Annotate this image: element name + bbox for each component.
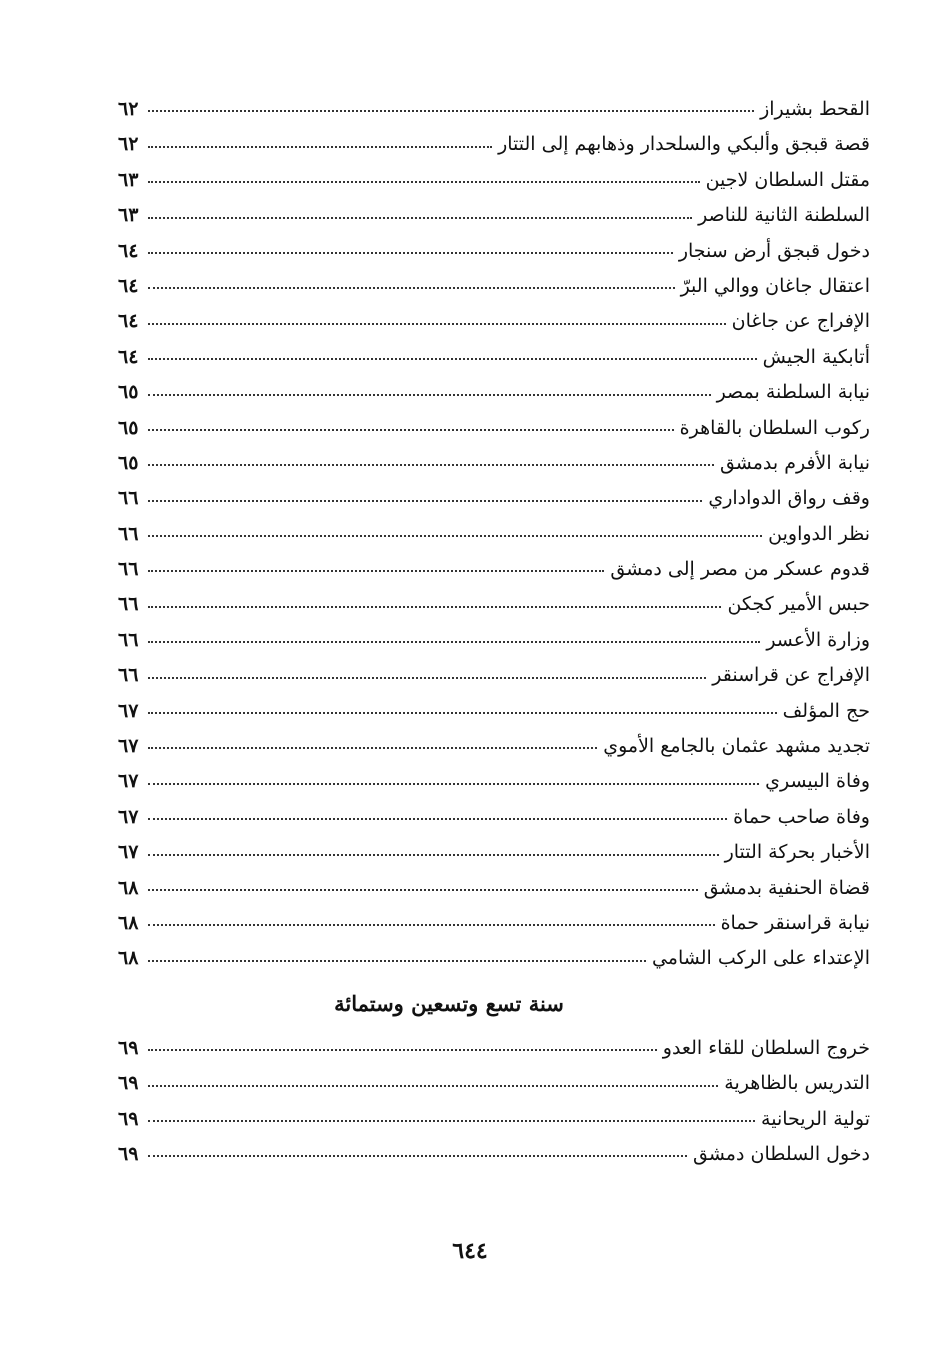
entry-page-number: ٦٧: [118, 841, 139, 864]
entry-title: السلطنة الثانية للناصر: [698, 204, 870, 227]
dot-leader: [148, 110, 754, 112]
dot-leader: [148, 464, 714, 466]
table-of-contents: [118, 92, 870, 1172]
entry-title: خروج السلطان للقاء العدو: [662, 1036, 870, 1059]
toc-entry: [118, 906, 870, 941]
entry-title: حج المؤلف: [782, 699, 870, 722]
dot-leader: [148, 287, 675, 289]
dot-leader: [148, 1155, 687, 1157]
entry-title: مقتل السلطان لاجين: [705, 168, 870, 191]
entry-page-number: ٦٩: [118, 1072, 139, 1095]
toc-entry: [118, 92, 870, 127]
dot-leader: [148, 535, 762, 537]
toc-entry: [118, 481, 870, 516]
year-heading: سنة تسع وتسعين وستمائة: [334, 990, 564, 1016]
entry-page-number: ٦٣: [118, 168, 139, 191]
entry-page-number: ٦٥: [118, 451, 139, 474]
dot-leader: [148, 1120, 755, 1122]
dot-leader: [148, 677, 706, 679]
toc-entry: [118, 800, 870, 835]
entry-title: دخول قبجق أرض سنجار: [678, 239, 870, 262]
dot-leader: [148, 1085, 718, 1087]
entry-page-number: ٦٦: [118, 593, 139, 616]
dot-leader: [148, 747, 597, 749]
entry-page-number: ٦٤: [118, 239, 139, 262]
entry-page-number: ٦٧: [118, 805, 139, 828]
dot-leader: [148, 960, 646, 962]
dot-leader: [148, 854, 719, 856]
toc-entry: [118, 1031, 870, 1066]
entry-page-number: ٦٨: [118, 911, 139, 934]
entry-title: وفاة البيسري: [765, 770, 870, 793]
dot-leader: [148, 924, 715, 926]
entry-title: تولية الريحانية: [761, 1107, 870, 1130]
entry-title: التدريس بالظاهرية: [724, 1072, 870, 1095]
dot-leader: [148, 217, 692, 219]
dot-leader: [148, 500, 702, 502]
dot-leader: [148, 570, 604, 572]
toc-section-1: [118, 92, 870, 977]
entry-title: حبس الأمير كجكن: [727, 593, 870, 616]
entry-title: تجديد مشهد عثمان بالجامع الأموي: [603, 735, 870, 758]
entry-page-number: ٦٧: [118, 735, 139, 758]
dot-leader: [148, 146, 492, 148]
toc-entry: [118, 694, 870, 729]
dot-leader: [148, 712, 777, 714]
dot-leader: [148, 429, 674, 431]
entry-page-number: ٦٥: [118, 381, 139, 404]
toc-entry: [118, 552, 870, 587]
entry-title: الإفراج عن قراسنقر: [712, 664, 870, 687]
entry-page-number: ٦٦: [118, 664, 139, 687]
toc-entry: [118, 729, 870, 764]
entry-page-number: ٦٥: [118, 416, 139, 439]
entry-page-number: ٦٦: [118, 487, 139, 510]
entry-title: الإفراج عن جاغان: [731, 310, 870, 333]
entry-title: نيابة الأفرم بدمشق: [719, 451, 870, 474]
entry-page-number: ٦٦: [118, 522, 139, 545]
entry-title: قصة قبجق وألبكي والسلحدار وذهابهم إلى التتار: [498, 133, 870, 156]
entry-page-number: ٦٤: [118, 274, 139, 297]
entry-title: نيابة قراسنقر حماة: [720, 911, 870, 934]
dot-leader: [148, 783, 759, 785]
toc-entry: [118, 304, 870, 339]
entry-title: نظر الدواوين: [768, 522, 870, 545]
dot-leader: [148, 252, 673, 254]
toc-entry: [118, 835, 870, 870]
entry-title: أتابكية الجيش: [762, 345, 870, 368]
dot-leader: [148, 323, 726, 325]
dot-leader: [148, 889, 698, 891]
toc-entry: [118, 587, 870, 622]
entry-page-number: ٦٦: [118, 628, 139, 651]
entry-title: القحط بشيراز: [760, 98, 870, 120]
toc-entry: [118, 127, 870, 162]
dot-leader: [148, 358, 757, 360]
entry-page-number: ٦٩: [118, 1107, 139, 1130]
toc-entry: [118, 658, 870, 693]
toc-entry: [118, 411, 870, 446]
dot-leader: [148, 394, 711, 396]
entry-page-number: ٦٩: [118, 1142, 139, 1165]
dot-leader: [148, 181, 700, 183]
entry-title: وقف رواق الدواداري: [708, 487, 870, 510]
toc-entry: [118, 941, 870, 976]
entry-page-number: ٦٧: [118, 699, 139, 722]
entry-page-number: ٦٢: [118, 98, 139, 120]
entry-title: نيابة السلطنة بمصر: [716, 381, 870, 404]
entry-page-number: ٦٢: [118, 133, 139, 156]
dot-leader: [148, 641, 760, 643]
toc-entry: [118, 1137, 870, 1172]
toc-entry: [118, 446, 870, 481]
toc-entry: [118, 163, 870, 198]
entry-page-number: ٦٨: [118, 876, 139, 899]
entry-title: دخول السلطان دمشق: [693, 1142, 870, 1165]
entry-page-number: ٦٤: [118, 310, 139, 333]
entry-title: الأخبار بحركة التتار: [724, 841, 870, 864]
entry-page-number: ٦٨: [118, 947, 139, 970]
entry-title: قدوم عسكر من مصر إلى دمشق: [610, 558, 870, 581]
entry-title: وفاة صاحب حماة: [733, 805, 870, 828]
toc-entry: [118, 234, 870, 269]
entry-page-number: ٦٤: [118, 345, 139, 368]
toc-entry: [118, 871, 870, 906]
entry-page-number: ٦٩: [118, 1036, 139, 1059]
dot-leader: [148, 606, 721, 608]
toc-entry: [118, 340, 870, 375]
toc-entry: [118, 198, 870, 233]
toc-section-2: [118, 1031, 870, 1173]
toc-entry: [118, 1066, 870, 1101]
toc-entry: [118, 269, 870, 304]
entry-title: وزارة الأعسر: [766, 628, 870, 651]
entry-title: الإعتداء على الركب الشامي: [651, 947, 870, 970]
toc-entry: [118, 764, 870, 799]
entry-title: اعتقال جاغان ووالي البرّ: [680, 274, 870, 297]
entry-page-number: ٦٧: [118, 770, 139, 793]
entry-title: قضاة الحنفية بدمشق: [703, 876, 870, 899]
toc-entry: [118, 623, 870, 658]
dot-leader: [148, 1049, 657, 1051]
toc-entry: [118, 1102, 870, 1137]
entry-page-number: ٦٦: [118, 558, 139, 581]
dot-leader: [148, 818, 727, 820]
entry-title: ركوب السلطان بالقاهرة: [679, 416, 870, 439]
toc-entry: [118, 375, 870, 410]
entry-page-number: ٦٣: [118, 204, 139, 227]
page-number: ٦٤٤: [452, 1238, 488, 1264]
toc-entry: [118, 517, 870, 552]
